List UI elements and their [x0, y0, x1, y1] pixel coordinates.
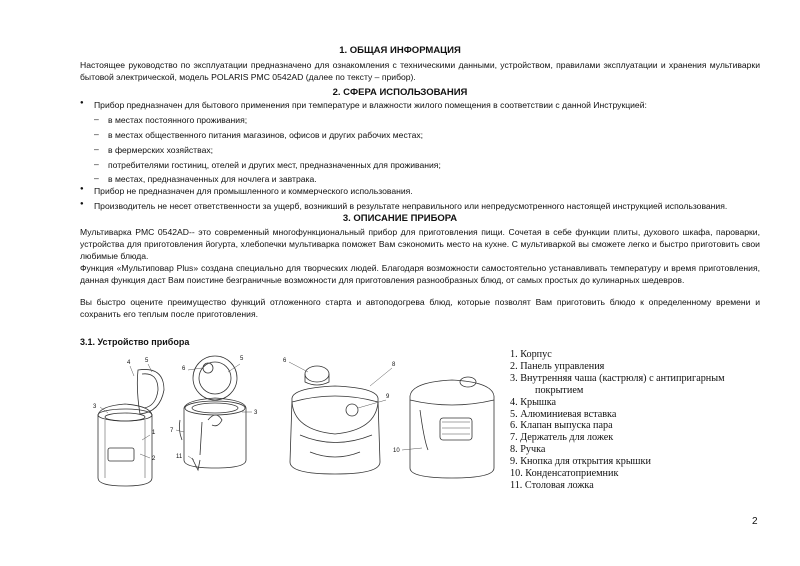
section3-title: 3. ОПИСАНИЕ ПРИБОРА — [342, 213, 458, 224]
bullet-item-3: Производитель не несет ответственности за ущерб, возникший в результате неправильного или непредусмотренного настоящей инструкцией использования. — [94, 201, 728, 211]
parts-list-item: 2. Панель управления — [510, 360, 605, 372]
section3-paragraph-2: Функция «Мультиповар Plus» создана специально для творческих людей. Благодаря возможности самостоятельно устанавливать температуру и время приготовления, данная функция даст Вам поистине безграничные возможности для приготовления разнообразных блюд, от самых простых до кулинарных шедевров. — [80, 263, 760, 285]
parts-list-item: 4. Крышка — [510, 396, 557, 408]
parts-list-item-continuation: покрытием — [535, 384, 584, 396]
figure-closed-cooker-side — [410, 377, 494, 478]
callout-label: 3 — [93, 404, 97, 410]
parts-list-item: 11. Столовая ложка — [510, 479, 594, 491]
callout-label: 11 — [176, 454, 183, 460]
device-illustrations — [80, 350, 500, 495]
figure-open-cooker — [179, 356, 246, 470]
page-number: 2 — [752, 516, 758, 527]
dash-mark: – — [94, 159, 99, 169]
callout-label: 8 — [392, 362, 396, 368]
section1-text: Настоящее руководство по эксплуатации предназначено для ознакомления с техническими данными, устройством, правилами эксплуатации и хранения мультиварки бытовой электрической, модель POLARIS PMC 0542AD (далее по тексту – прибор). — [80, 60, 760, 82]
dash-item-1: в местах постоянного проживания; — [108, 115, 248, 125]
callout-label: 1 — [152, 430, 156, 436]
bullet-item-1: Прибор предназначен для бытового применения при температуре и влажности жилого помещения в соответствии с данной Инструкцией: — [94, 100, 647, 110]
dash-item-2: в местах общественного питания магазинов, офисов и других рабочих местах; — [108, 130, 424, 140]
callout-label: 2 — [152, 456, 156, 462]
section1-title: 1. ОБЩАЯ ИНФОРМАЦИЯ — [339, 45, 461, 56]
callout-label: 4 — [127, 360, 131, 366]
parts-list — [510, 349, 770, 492]
dash-mark: – — [94, 129, 99, 139]
parts-list-item: 9. Кнопка для открытия крышки — [510, 456, 651, 468]
dash-mark: – — [94, 173, 99, 183]
subsection-title: 3.1. Устройство прибора — [80, 337, 190, 347]
section3-paragraph-1: Мультиварка PMC 0542AD-- это современный многофункциональный прибор для приготовления пищи. Сочетая в себе функции плиты, духового шкафа, пароварки, устройства для приготовления йогурта, хлебопечки мультиварка поможет Вам сэкономить место на кухне. С мультиваркой вы сможете легко и быстро приготовить свои любимые блюда. — [80, 227, 760, 261]
callout-label: 7 — [170, 428, 174, 434]
parts-list-item: 5. Алюминиевая вставка — [510, 408, 617, 420]
dash-item-4: потребителями гостиниц, отелей и других мест, предназначенных для проживания; — [108, 160, 441, 170]
callout-label: 5 — [145, 358, 149, 364]
bullet-item-2: Прибор не предназначен для промышленного и коммерческого использования. — [94, 186, 413, 196]
dash-mark: – — [94, 114, 99, 124]
callout-label: 3 — [254, 410, 258, 416]
section2-title: 2. СФЕРА ИСПОЛЬЗОВАНИЯ — [332, 87, 468, 98]
section3-paragraph-3: Вы быстро оцените преимущество функций отложенного старта и автоподогрева блюд, которые позволят Вам приготовить блюдо к определенному времени и сохранить его теплым после приготовления. — [80, 297, 760, 319]
figure-closed-cooker-top — [290, 366, 380, 474]
callout-label: 10 — [393, 448, 400, 454]
parts-list-item: 7. Держатель для ложек — [510, 432, 614, 444]
dash-item-3: в фермерских хозяйствах; — [108, 145, 214, 155]
parts-list-item: 3. Внутренняя чаша (кастрюля) с антипригарным — [510, 372, 725, 384]
dash-item-5: в местах, предназначенных для ночлега и завтрака. — [108, 174, 317, 184]
figure-body-open-lid — [98, 369, 164, 486]
parts-list-item: 1. Корпус — [510, 349, 552, 360]
parts-list-item: 10. Конденсатоприемник — [510, 468, 619, 480]
bullet-mark: ● — [80, 100, 84, 106]
callout-label: 6 — [182, 366, 186, 372]
parts-list-item: 6. Клапан выпуска пара — [510, 420, 613, 432]
dash-mark: – — [94, 144, 99, 154]
parts-list-item: 8. Ручка — [510, 444, 546, 456]
callout-label: 6 — [283, 358, 287, 364]
bullet-mark: ● — [80, 186, 84, 192]
callout-label: 9 — [386, 394, 390, 400]
bullet-mark: ● — [80, 201, 84, 207]
callout-label: 5 — [240, 356, 244, 362]
